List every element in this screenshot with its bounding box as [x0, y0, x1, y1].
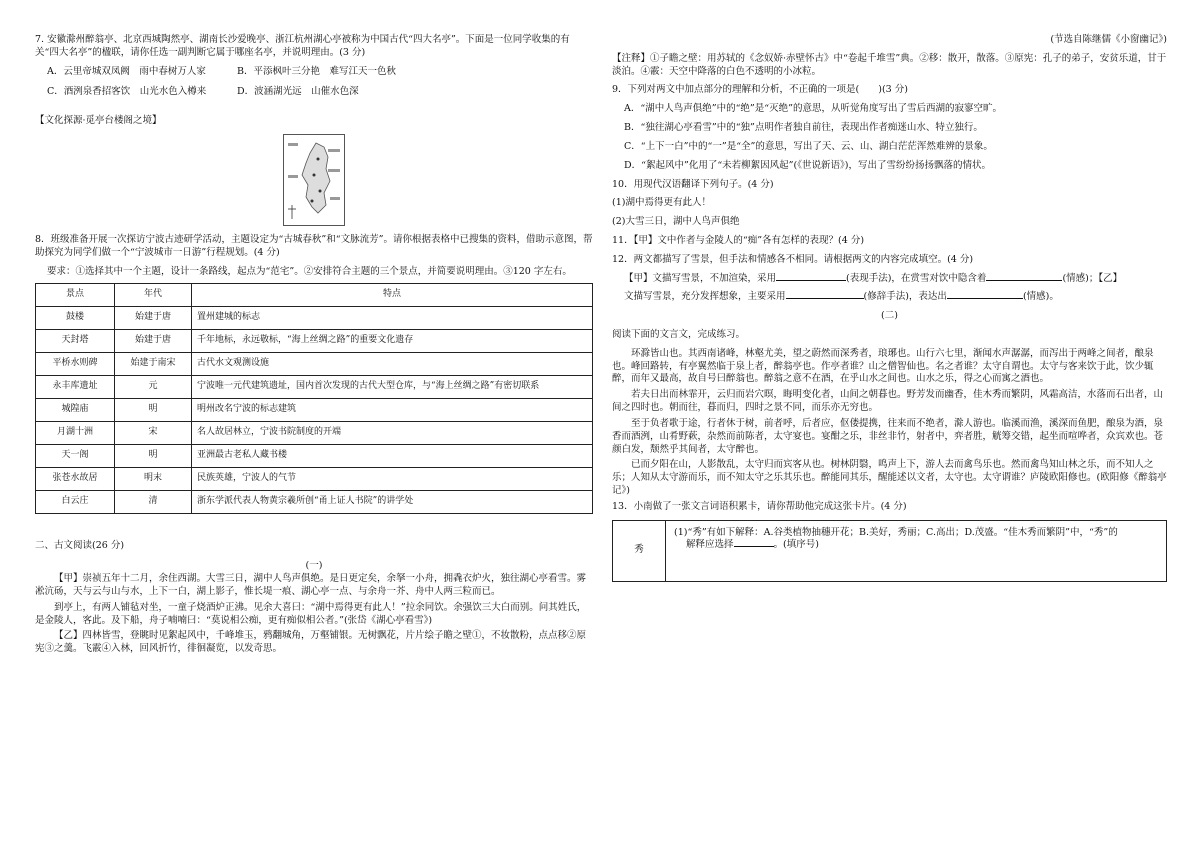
- cell-era: 明末: [115, 467, 192, 490]
- left-column: [35, 34, 593, 659]
- cell-era: 明: [115, 444, 192, 467]
- table-row: [36, 398, 593, 421]
- q12-text: 12．两文都描写了雪景，但手法和情感各不相同。请根据两文的内容完成填空。(4 分): [612, 253, 974, 265]
- cell-era: 始建于南宋: [115, 352, 192, 375]
- table-row: [36, 421, 593, 444]
- cell-era: 元: [115, 375, 192, 398]
- table-header-row: [36, 283, 593, 306]
- q7-option-d: D．波涵湖光远 山催水色深: [237, 86, 359, 98]
- answer-blank[interactable]: [776, 280, 846, 281]
- q12-line-2-c: (情感)。: [1022, 291, 1059, 303]
- passage-p3: 至于负者歌于途，行者休于树，前者呼，后者应，伛偻提携，往来而不绝者，滁人游也。临溪而渔，溪深而鱼肥，酿泉为酒，泉香而酒洌，山肴野蔌，杂然而前陈者，太守宴也。宴酣之乐，非丝非竹，射者中，弈者胜，觥筹交错，起坐而喧哗者，众宾欢也。苍颜白发，颓然乎其间者，太守醉也。: [612, 417, 1164, 455]
- header-era: 年代: [115, 283, 192, 306]
- part-1-heading: (一): [305, 560, 323, 572]
- cell-feature: 浙东学派代表人物黄宗羲所创“甬上证人书院”的讲学处: [192, 490, 593, 513]
- card-line-2-a: 解释应选择: [686, 539, 734, 551]
- cell-site: 天一阁: [36, 444, 115, 467]
- q7-text: 7. 安徽滁州醉翁亭、北京西城陶然亭、湖南长沙爱晚亭、浙江杭州湖心亭被称为中国古代“四大名亭”。下面是一位同学收集的有关“四大名亭”的楹联，请你任选一副判断它属于哪座名亭，并说明理由。(3 分): [35, 34, 570, 58]
- table-row: [36, 375, 593, 398]
- answer-blank[interactable]: [734, 546, 774, 547]
- right-column: [612, 34, 1167, 582]
- cell-era: 始建于唐: [115, 306, 192, 329]
- header-feature: 特点: [192, 283, 593, 306]
- table-row: [36, 329, 593, 352]
- cell-era: 始建于唐: [115, 329, 192, 352]
- cell-feature: 古代水文观测设施: [192, 352, 593, 375]
- part-2-heading: (二): [881, 310, 898, 322]
- card-value: [666, 521, 1166, 581]
- cell-feature: 亚洲最古老私人藏书楼: [192, 444, 593, 467]
- q7-option-a: A．云里帝城双凤阙 雨中春树万人家: [47, 65, 206, 77]
- answer-blank[interactable]: [947, 298, 1023, 299]
- passage-yi: 【乙】四林皆雪，登眺时见絮起风中，千峰堆玉，鸦翻城角，万壑铺银。无树飘花，片片绘子瞻之壁①，不妆散粉，点点移②原宪③之羹。飞霰④入林，回风折竹，徘徊凝览，以发奇思。: [35, 630, 587, 655]
- q7-options: [35, 66, 593, 108]
- section-2-title: 二、古文阅读(26 分): [35, 539, 125, 551]
- q9-text: 9．下列对两文中加点部分的理解和分析，不正确的一项是( )(3 分): [612, 84, 908, 96]
- q8-requirements: 要求：①选择其中一个主题，设计一条路线，起点为“范宅”。②安排符合主题的三个景点，并简要说明理由。③120 字左右。: [47, 265, 572, 277]
- q8-text: 8．班级准备开展一次探访宁波古迹研学活动，主题设定为“古城春秋”和“文脉流芳”。请你根据表格中已搜集的资料，借助示意图，帮助探究为同学们做一个“宁波城市一日游”行程规划。(4 分): [35, 234, 593, 258]
- table-row: [36, 352, 593, 375]
- cell-site: 月湖十洲: [36, 421, 115, 444]
- q12-line-1: [612, 273, 1167, 286]
- cell-feature: 明州改名宁波的标志建筑: [192, 398, 593, 421]
- cell-era: 明: [115, 398, 192, 421]
- header-site: 景点: [36, 283, 115, 306]
- cell-site: 天封塔: [36, 329, 115, 352]
- cell-feature: 宁波唯一元代建筑遗址，国内首次发现的古代大型仓库，与“海上丝绸之路”有密切联系: [192, 375, 593, 398]
- q12-line-1-c: (情感)；【乙】: [1062, 272, 1123, 284]
- cell-era: 宋: [115, 421, 192, 444]
- map-sketch: [284, 135, 344, 225]
- cell-feature: 千年地标，永远敬标，“海上丝绸之路”的重要文化遗存: [192, 329, 593, 352]
- cell-site: 张苍水故居: [36, 467, 115, 490]
- passage-jia: 【甲】崇祯五年十二月，余住西湖。大雪三日，湖中人鸟声俱绝。是日更定矣，余拏一小舟，拥毳衣炉火，独往湖心亭看雪。雾凇沆砀，天与云与山与水，上下一白，湖上影子，惟长堤一痕、湖心亭一点、与余舟一芥、舟中人两三粒而已。: [35, 573, 587, 597]
- q12-line-2-a: 文描写雪景，充分发挥想象，主要采用: [624, 291, 786, 303]
- q7-option-b: B．平添枫叶三分艳 难写江天一色秋: [237, 65, 396, 77]
- passage-jia-2: 到亭上，有两人铺毡对坐，一童子烧酒炉正沸。见余大喜曰：“湖中焉得更有此人！”拉余同饮。余强饮三大白而别。问其姓氏，是金陵人，客此。及下船，舟子喃喃曰：“莫说相公痴，更有痴似相公者。”(张岱《湖心亭看雪》): [35, 601, 587, 626]
- q11-text: 11．【甲】文中作者与金陵人的“痴”各有怎样的表现？(4 分): [612, 234, 865, 246]
- cell-site: 白云庄: [36, 490, 115, 513]
- q12-line-1-b: (表现手法)，在赏雪对饮中隐含着: [846, 272, 987, 284]
- q10-item-2: (2)大雪三日，湖中人鸟声俱绝: [612, 216, 740, 228]
- card-line-1: (1)“秀”有如下解释：A.谷类植物抽穗开花；B.美好，秀丽；C.高出；D.茂盛。“佳木秀而繁阴”中，“秀”的: [674, 526, 1118, 538]
- passage-p4: 已而夕阳在山，人影散乱，太守归而宾客从也。树林阴翳，鸣声上下，游人去而禽鸟乐也。然而禽鸟知山林之乐，而不知人之乐；人知从太守游而乐，而不知太守之乐其乐也。醉能同其乐，醒能述以文者，太守也。太守谓谁？庐陵欧阳修也。(欧阳修《醉翁亭记》): [612, 459, 1167, 496]
- cell-feature: 民族英雄，宁波人的气节: [192, 467, 593, 490]
- table-row: [36, 467, 593, 490]
- card-line-2-b: 。(填序号): [773, 539, 819, 551]
- q10-item-1: (1)湖中焉得更有此人！: [612, 197, 711, 209]
- cell-site: 鼓楼: [36, 306, 115, 329]
- vocab-card: [612, 520, 1167, 582]
- answer-blank[interactable]: [786, 298, 864, 299]
- cell-site: 平桥水则碑: [36, 352, 115, 375]
- section-tag: 【文化探源·觅亭台楼阁之境】: [35, 115, 162, 127]
- q9-option-a: A．“湖中人鸟声俱绝”中的“绝”是“灭绝”的意思，从听觉角度写出了雪后西湖的寂寥空旷。: [624, 103, 1003, 115]
- q9-option-b: B．“独往湖心亭看雪”中的“独”点明作者独自前往，表现出作者痴迷山水、特立独行。: [624, 122, 983, 134]
- table-row: [36, 490, 593, 513]
- passage-p2: 若夫日出而林霏开，云归而岩穴暝，晦明变化者，山间之朝暮也。野芳发而幽香，佳木秀而繁阴，风霜高洁，水落而石出者，山间之四时也。朝而往，暮而归，四时之景不同，而乐亦无穷也。: [612, 389, 1164, 414]
- q9-option-c: C．“上下一白”中的“一”是“全”的意思，写出了天、云、山、湖白茫茫浑然难辨的景象。: [624, 140, 993, 152]
- q12-line-2: [612, 291, 1167, 304]
- cell-site: 城隍庙: [36, 398, 115, 421]
- q13-text: 13．小南做了一张文言词语积累卡，请你帮助他完成这张卡片。(4 分): [612, 500, 907, 512]
- q9-option-d: D．“絮起风中”化用了“未若柳絮因风起”(《世说新语》)，写出了雪纷纷扬扬飘落的情状。: [624, 159, 991, 171]
- source-citation: (节选自陈继儒《小窗幽记》): [1050, 34, 1167, 45]
- cell-feature: 名人故居林立，宁波书院制度的开端: [192, 421, 593, 444]
- cell-era: 清: [115, 490, 192, 513]
- card-key: 秀: [613, 521, 666, 581]
- sites-table: [35, 283, 593, 514]
- reading-intro: 阅读下面的文言文，完成练习。: [612, 329, 746, 340]
- q12-line-1-a: 【甲】文描写雪景，不加渲染，采用: [624, 272, 777, 284]
- cell-feature: 置州建城的标志: [192, 306, 593, 329]
- cell-site: 永丰库遗址: [36, 375, 115, 398]
- q7-option-c: C．酒洌泉香招客饮 山光水色入樽来: [47, 86, 207, 98]
- answer-blank[interactable]: [986, 280, 1062, 281]
- q12-line-2-b: (修辞手法)，表达出: [863, 291, 947, 303]
- ningbo-map-image: [283, 134, 345, 226]
- annotation-note: 【注释】①子瞻之壁：用苏轼的《念奴娇·赤壁怀古》中“卷起千堆雪”典。②移：散开，散落。③原宪：孔子的弟子，安贫乐道，甘于淡泊。④霰：天空中降落的白色不透明的小冰粒。: [612, 52, 1167, 77]
- card-line-2: [674, 539, 1158, 552]
- table-row: [36, 444, 593, 467]
- passage-p1: 环滁皆山也。其西南诸峰，林壑尤美，望之蔚然而深秀者，琅琊也。山行六七里，渐闻水声潺潺，而泻出于两峰之间者，酿泉也。峰回路转，有亭翼然临于泉上者，醉翁亭也。作亭者谁？山之僧智仙也。名之者谁？太守自谓也。太守与客来饮于此，饮少辄醉，而年又最高，故自号曰醉翁也。醉翁之意不在酒，在乎山水之间也。山水之乐，得之心而寓之酒也。: [612, 347, 1154, 385]
- q10-text: 10．用现代汉语翻译下列句子。(4 分): [612, 178, 774, 190]
- table-row: [36, 306, 593, 329]
